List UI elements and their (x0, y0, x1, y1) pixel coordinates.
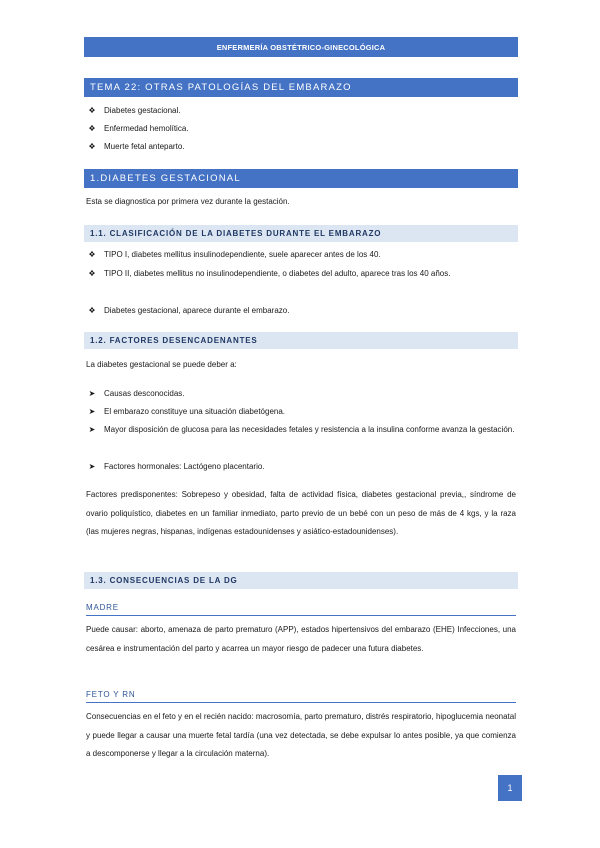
diamond-bullet-icon: ❖ (88, 106, 96, 115)
subsection-title-bar (84, 572, 518, 589)
running-header-title: ENFERMERÍA OBSTÉTRICO-GINECOLÓGICA (216, 42, 386, 52)
section-title-bar (84, 169, 518, 188)
diamond-bullet-icon: ❖ (88, 142, 96, 151)
subsection-title-bar (84, 332, 518, 349)
page-number-badge (498, 775, 522, 801)
subsection-title-bar (84, 225, 518, 242)
mother-heading: MADRE (86, 603, 516, 616)
running-header (84, 37, 518, 57)
subsection-title: 1.3. CONSECUENCIAS DE LA DG (90, 576, 238, 585)
list-item: ➤ Mayor disposición de glucosa para las necesidades fetales y resistencia a la insulina conforme avanza la gestación. (104, 421, 516, 440)
topic-title: TEMA 22: OTRAS PATOLOGÍAS DEL EMBARAZO (90, 82, 352, 93)
section-intro: Esta se diagnostica por primera vez durante la gestación. (86, 197, 290, 206)
list-item: ➤ Factores hormonales: Lactógeno placentario. (104, 458, 516, 477)
list-item: ❖ TIPO II, diabetes mellitus no insulinodependiente, o diabetes del adulto, aparece tras los 40 años. (104, 265, 516, 284)
mother-paragraph: Puede causar: aborto, amenaza de parto prematuro (APP), estados hipertensivos del embarazo (EHE) Infecciones, una cesárea e instrumentación del parto y acarrea un mayor riesgo de padecer una futura diabetes. (86, 625, 516, 653)
list-item: ❖ Muerte fetal anteparto. (104, 138, 516, 157)
arrow-bullet-icon: ➤ (88, 407, 96, 416)
diamond-bullet-icon: ❖ (88, 269, 96, 278)
list-item: ❖ TIPO I, diabetes mellitus insulinodependiente, suele aparecer antes de los 40. (104, 246, 516, 265)
list-item: ➤ Causas desconocidas. (104, 385, 516, 404)
arrow-bullet-icon: ➤ (88, 425, 96, 434)
fetus-heading: FETO Y RN (86, 690, 516, 703)
list-item: ❖ Enfermedad hemolítica. (104, 120, 516, 139)
page-number: 1 (507, 783, 513, 793)
section-title: 1.DIABETES GESTACIONAL (90, 173, 241, 184)
subsection-intro: La diabetes gestacional se puede deber a: (86, 360, 237, 369)
diamond-bullet-icon: ❖ (88, 306, 96, 315)
fetus-paragraph: Consecuencias en el feto y en el recién nacido: macrosomía, parto prematuro, distrés respiratorio, hipoglucemia neonatal y puede llegar a causar una muerte fetal tardía (una vez detectada, se debe expulsar lo antes posible, ya que comienza a descomponerse y llegar a la circulación materna). (86, 712, 517, 758)
predisposing-factors-paragraph: Factores predisponentes: Sobrepeso y obesidad, falta de actividad física, diabetes gestacional previa,, síndrome de ovario poliquístico, diabetes en un familiar inmediato, parto previo de un bebé con un peso de más de 4 kgs, y la raza (las mujeres negras, hispanas, indígenas estadounidenses y asiático-estadounidenses). (86, 490, 516, 536)
arrow-bullet-icon: ➤ (88, 462, 96, 471)
subsection-title: 1.2. FACTORES DESENCADENANTES (90, 336, 258, 345)
diamond-bullet-icon: ❖ (88, 250, 96, 259)
subsection-title: 1.1. CLASIFICACIÓN DE LA DIABETES DURANTE EL EMBARAZO (90, 229, 382, 238)
list-item: ❖ Diabetes gestacional. (104, 102, 516, 121)
list-item: ➤ El embarazo constituye una situación diabetógena. (104, 403, 516, 422)
list-item: ❖ Diabetes gestacional, aparece durante el embarazo. (104, 302, 516, 321)
topic-title-bar (84, 78, 518, 97)
diamond-bullet-icon: ❖ (88, 124, 96, 133)
arrow-bullet-icon: ➤ (88, 389, 96, 398)
